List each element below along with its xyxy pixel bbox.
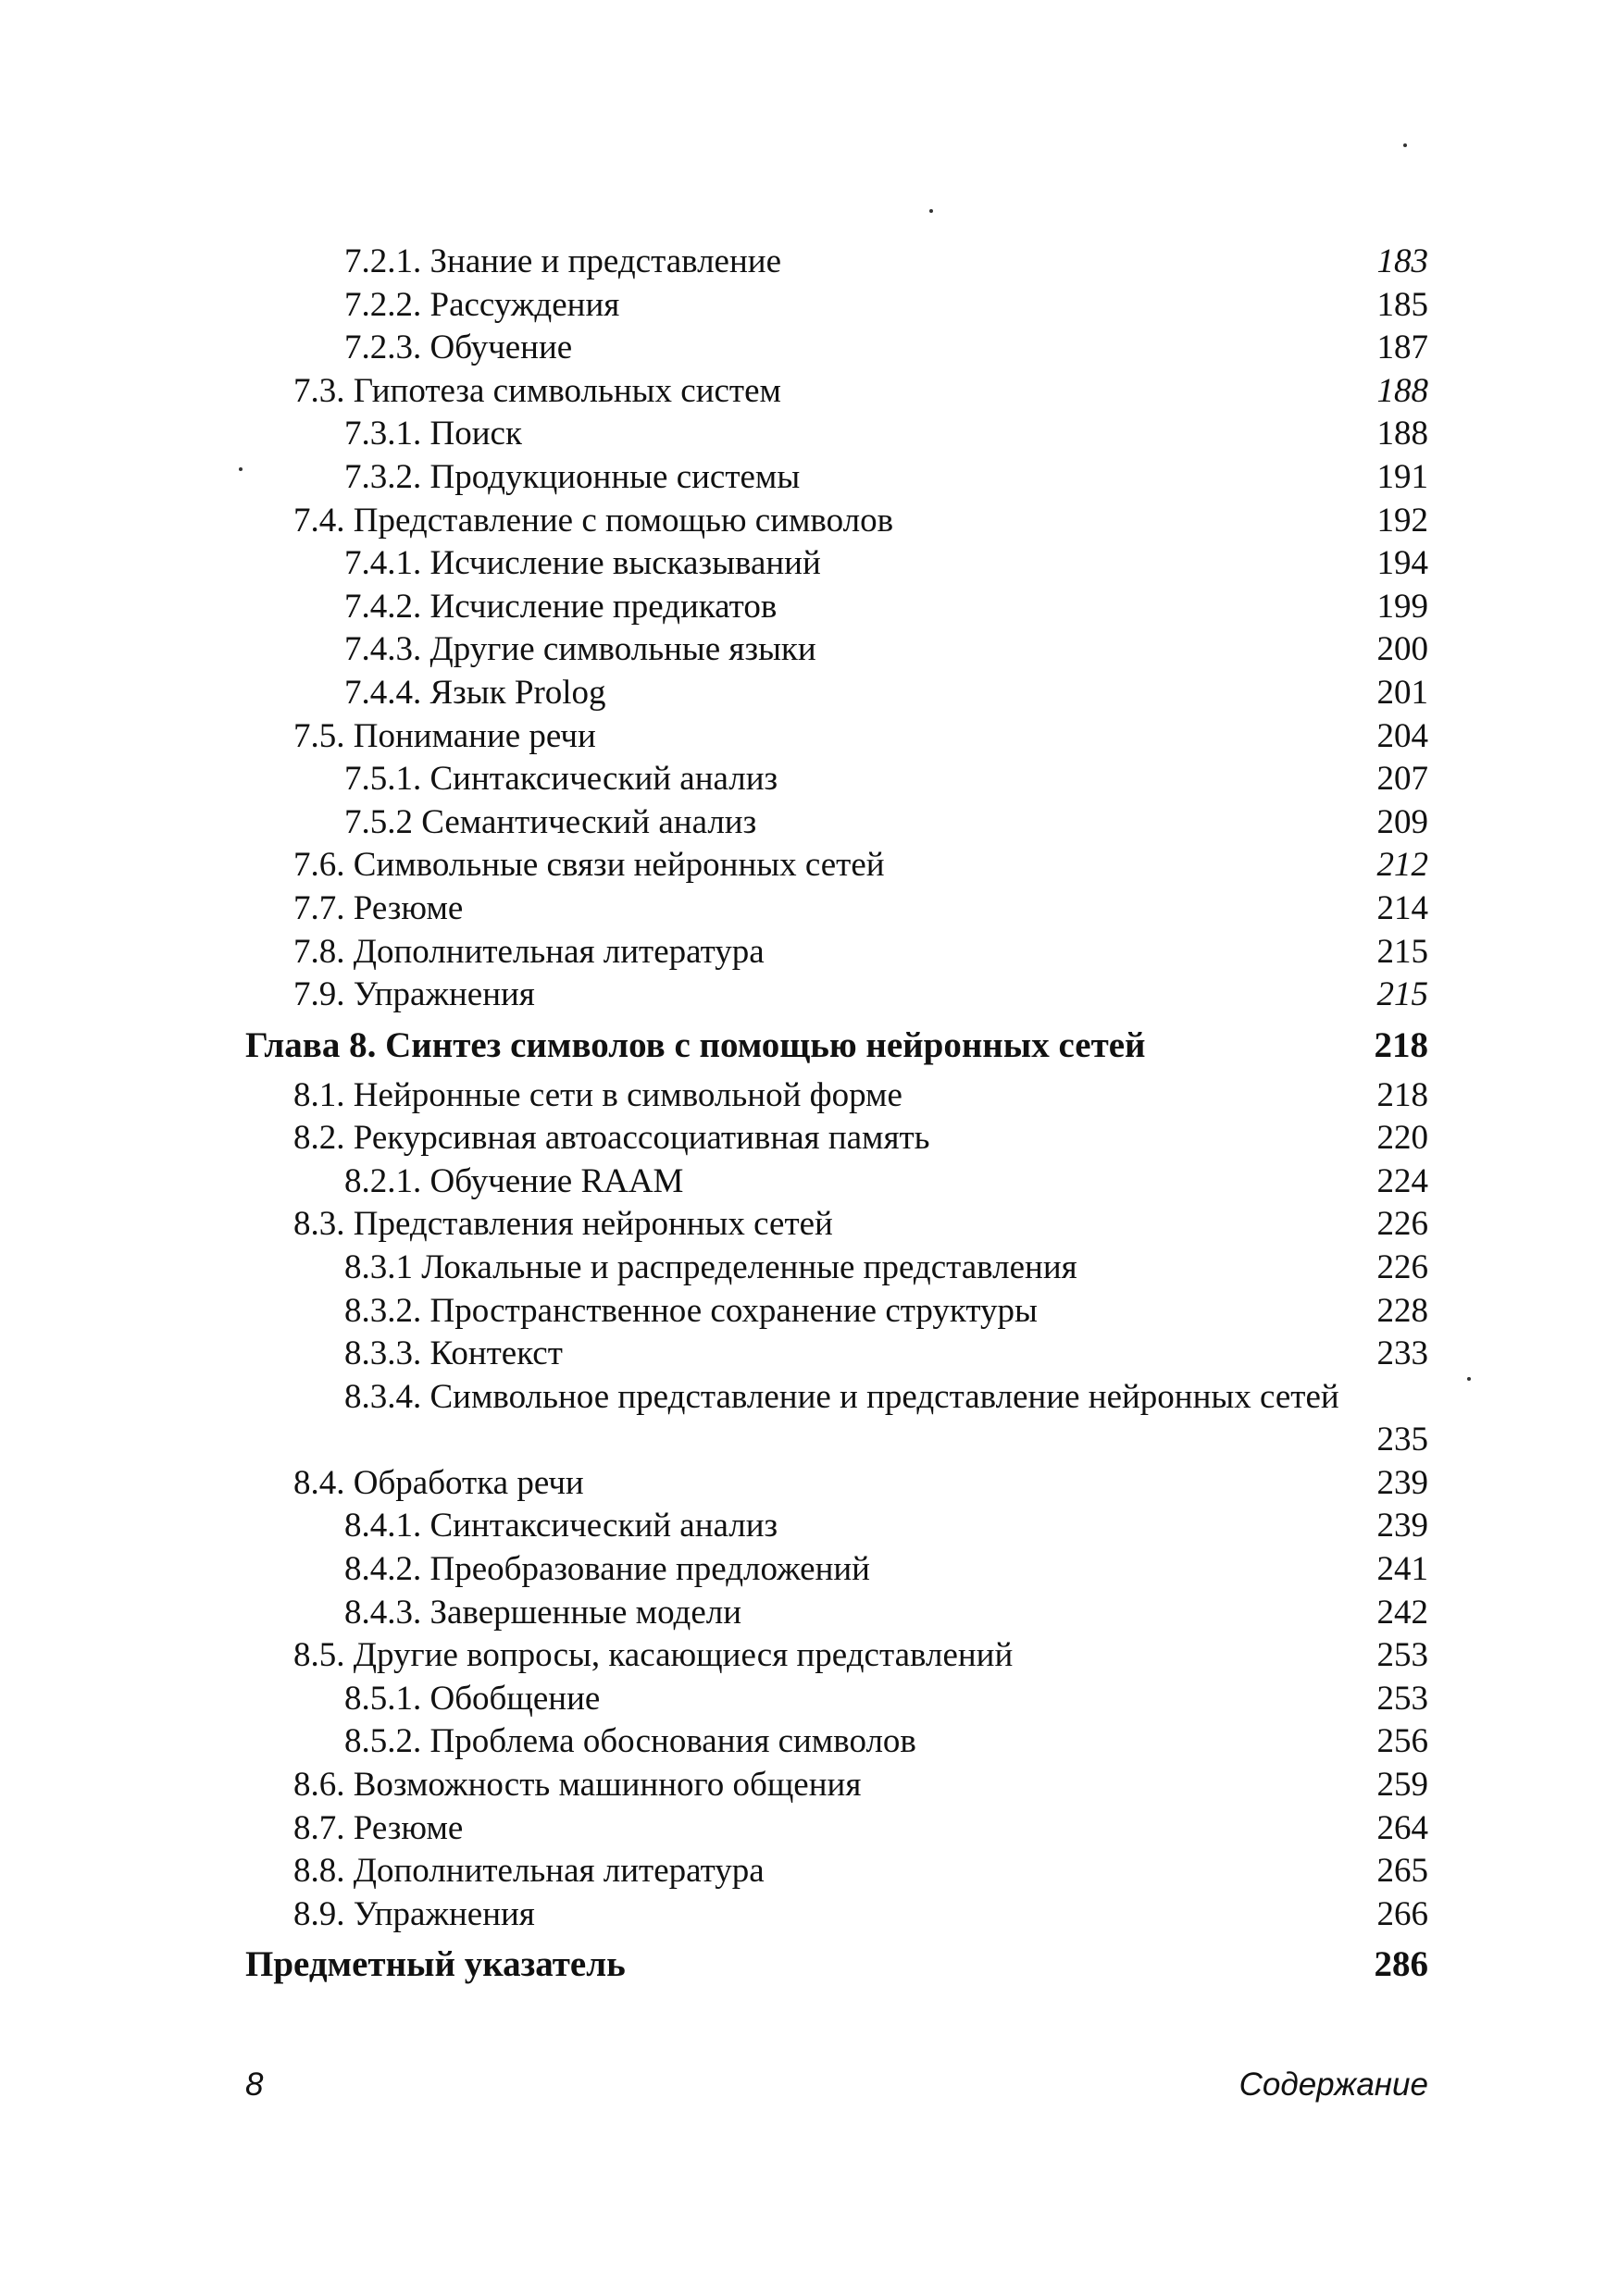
toc-entry-page: 212 — [1376, 846, 1428, 885]
scan-speck — [929, 209, 933, 213]
toc-entry — [245, 370, 1428, 414]
toc-entry — [245, 1678, 1428, 1721]
toc-entry-title: 8.4. Обработка речи — [293, 1463, 584, 1502]
toc-entry-page: 224 — [1376, 1161, 1428, 1200]
toc-entry-title: 7.3.2. Продукционные системы — [344, 457, 801, 496]
toc-entry — [245, 1160, 1428, 1204]
toc-entry-title: 8.3. Представления нейронных сетей — [293, 1205, 833, 1244]
toc-entry-page: 215 — [1376, 932, 1428, 971]
toc-entry-title: 7.5.2 Семантический анализ — [344, 802, 757, 841]
toc-entry-page: 200 — [1376, 630, 1428, 669]
toc-entry-page: 235 — [1376, 1421, 1428, 1459]
toc-entry-title: 8.5.1. Обобщение — [344, 1679, 601, 1718]
toc-entry-title: 7.5.1. Синтаксический анализ — [344, 760, 778, 799]
toc-entry-title: 7.2.1. Знание и представление — [344, 242, 782, 280]
toc-entry-page: 201 — [1376, 673, 1428, 712]
toc-entry — [245, 284, 1428, 328]
toc-entry-title: 7.4. Представление с помощью символов — [293, 501, 894, 540]
toc-entry-title: 8.5.2. Проблема обоснования символов — [344, 1722, 916, 1761]
toc-entry — [245, 1074, 1428, 1118]
toc-entry-page: 183 — [1376, 242, 1428, 280]
toc-entry — [245, 456, 1428, 500]
toc-index-heading — [245, 1936, 1428, 1993]
toc-entry-page: 264 — [1376, 1808, 1428, 1847]
toc-entry — [245, 1764, 1428, 1807]
toc-entry-page: 242 — [1376, 1593, 1428, 1632]
toc-entry — [245, 672, 1428, 715]
toc-entry-page: 215 — [1376, 975, 1428, 1014]
toc-entry-page: 218 — [1376, 1075, 1428, 1114]
toc-entry-page: 228 — [1376, 1291, 1428, 1330]
toc-entry-title: 8.4.3. Завершенные модели — [344, 1593, 742, 1632]
toc-entry — [245, 542, 1428, 586]
toc-entry-title: 7.4.1. Исчисление высказываний — [344, 544, 821, 583]
toc-entry-page: 253 — [1376, 1679, 1428, 1718]
toc-entry-page: 256 — [1376, 1722, 1428, 1761]
toc-entry — [245, 1247, 1428, 1290]
toc-entry-title: 7.9. Упражнения — [293, 975, 535, 1014]
toc-entry — [245, 931, 1428, 974]
toc-index-title: Предметный указатель — [245, 1944, 626, 1985]
toc-entry — [245, 327, 1428, 370]
toc-entry-page: 185 — [1376, 285, 1428, 324]
toc-entry-page: 192 — [1376, 501, 1428, 540]
toc-entry-title: 8.9. Упражнения — [293, 1894, 535, 1933]
toc-entry-page: 214 — [1376, 888, 1428, 927]
toc-entry — [245, 758, 1428, 801]
toc-index-page: 286 — [1374, 1944, 1428, 1985]
toc-entry-title: 8.2.1. Обучение RAAM — [344, 1161, 684, 1200]
toc-entry — [245, 1592, 1428, 1635]
toc-entry-title: 7.6. Символьные связи нейронных сетей — [293, 846, 885, 885]
toc-entry-title: 7.2.3. Обучение — [344, 329, 573, 367]
toc-entry-page: 187 — [1376, 329, 1428, 367]
toc-entry-page: 259 — [1376, 1766, 1428, 1804]
toc-entry-page: 209 — [1376, 802, 1428, 841]
toc-entry-page: 220 — [1376, 1119, 1428, 1158]
toc-entry-page: 188 — [1376, 371, 1428, 410]
toc-entry — [245, 1290, 1428, 1334]
toc-entry-title: 7.4.3. Другие символьные языки — [344, 630, 816, 669]
toc-entry — [245, 1807, 1428, 1851]
toc-entry-title: 8.5. Другие вопросы, касающиеся представлений — [293, 1636, 1014, 1675]
page-footer — [245, 2062, 1428, 2108]
scan-speck — [239, 467, 243, 471]
toc-entry-page: 233 — [1376, 1334, 1428, 1373]
toc-entry-title: 8.8. Дополнительная литература — [293, 1852, 765, 1891]
toc-entry-title: 8.1. Нейронные сети в символьной форме — [293, 1075, 902, 1114]
toc-entry-title: 8.4.2. Преобразование предложений — [344, 1550, 870, 1589]
toc-entry-page: 207 — [1376, 760, 1428, 799]
toc-entry-page: 226 — [1376, 1205, 1428, 1244]
toc-entry-page: 199 — [1376, 587, 1428, 626]
toc-entry-title: 7.2.2. Рассуждения — [344, 285, 620, 324]
toc-entry-page: 191 — [1376, 457, 1428, 496]
toc-entry-page: 188 — [1376, 415, 1428, 453]
toc-entry-page: 194 — [1376, 544, 1428, 583]
toc-entry — [245, 628, 1428, 672]
toc-entry-title: 8.2. Рекурсивная автоассоциативная память — [293, 1119, 930, 1158]
toc-entry-title: 7.3.1. Поиск — [344, 415, 522, 453]
toc-entry — [245, 1634, 1428, 1678]
toc-entry-page: 204 — [1376, 716, 1428, 755]
toc-entry — [245, 1203, 1428, 1247]
toc-entry-page: 241 — [1376, 1550, 1428, 1589]
toc-entry-title: 8.3.4. Символьное представление и представление нейронных сетей — [344, 1377, 1339, 1416]
footer-section-title: Содержание — [1238, 2066, 1428, 2103]
toc-entry-title: 7.7. Резюме — [293, 888, 464, 927]
toc-entry-title: 8.4.1. Синтаксический анализ — [344, 1507, 778, 1545]
scan-speck — [1403, 143, 1407, 147]
toc-entry-page: 265 — [1376, 1852, 1428, 1891]
scan-speck — [1467, 1377, 1471, 1381]
toc-entry-title: 7.5. Понимание речи — [293, 716, 596, 755]
toc-entry — [245, 1333, 1428, 1376]
toc-entry-title: 7.8. Дополнительная литература — [293, 932, 765, 971]
toc-entry — [245, 974, 1428, 1017]
toc-chapter-page: 218 — [1374, 1024, 1428, 1065]
toc-entry — [245, 1893, 1428, 1937]
toc-entry — [245, 1548, 1428, 1592]
toc-entry — [245, 715, 1428, 759]
toc-entry — [245, 241, 1428, 284]
toc-entry — [245, 586, 1428, 629]
toc-entry — [245, 887, 1428, 931]
toc-entry — [245, 1720, 1428, 1764]
footer-page-number: 8 — [245, 2066, 264, 2103]
toc-entry — [245, 801, 1428, 845]
toc-entry — [245, 500, 1428, 543]
toc-entry — [245, 1117, 1428, 1160]
toc-entry-page: 239 — [1376, 1463, 1428, 1502]
toc-entry-page: 226 — [1376, 1248, 1428, 1287]
toc-entry-title: 8.7. Резюме — [293, 1808, 464, 1847]
table-of-contents — [245, 241, 1428, 1993]
toc-chapter-heading — [245, 1017, 1428, 1074]
toc-entry — [245, 1462, 1428, 1506]
toc-entry-title: 7.4.4. Язык Prolog — [344, 673, 606, 712]
toc-entry — [245, 1505, 1428, 1548]
toc-entry-title: 7.4.2. Исчисление предикатов — [344, 587, 778, 626]
toc-entry — [245, 1850, 1428, 1893]
toc-entry-title: 8.3.1 Локальные и распределенные представления — [344, 1248, 1077, 1287]
toc-entry — [245, 844, 1428, 887]
toc-entry-page: 266 — [1376, 1894, 1428, 1933]
toc-entry-title: 7.3. Гипотеза символьных систем — [293, 371, 781, 410]
toc-entry-title: 8.3.3. Контекст — [344, 1334, 563, 1373]
toc-entry-page: 253 — [1376, 1636, 1428, 1675]
toc-entry-page: 239 — [1376, 1507, 1428, 1545]
toc-entry-title: 8.6. Возможность машинного общения — [293, 1766, 862, 1804]
toc-entry — [245, 413, 1428, 456]
toc-chapter-title: Глава 8. Синтез символов с помощью нейронных сетей — [245, 1024, 1146, 1065]
toc-entry — [245, 1376, 1428, 1462]
toc-entry-title: 8.3.2. Пространственное сохранение структуры — [344, 1291, 1038, 1330]
